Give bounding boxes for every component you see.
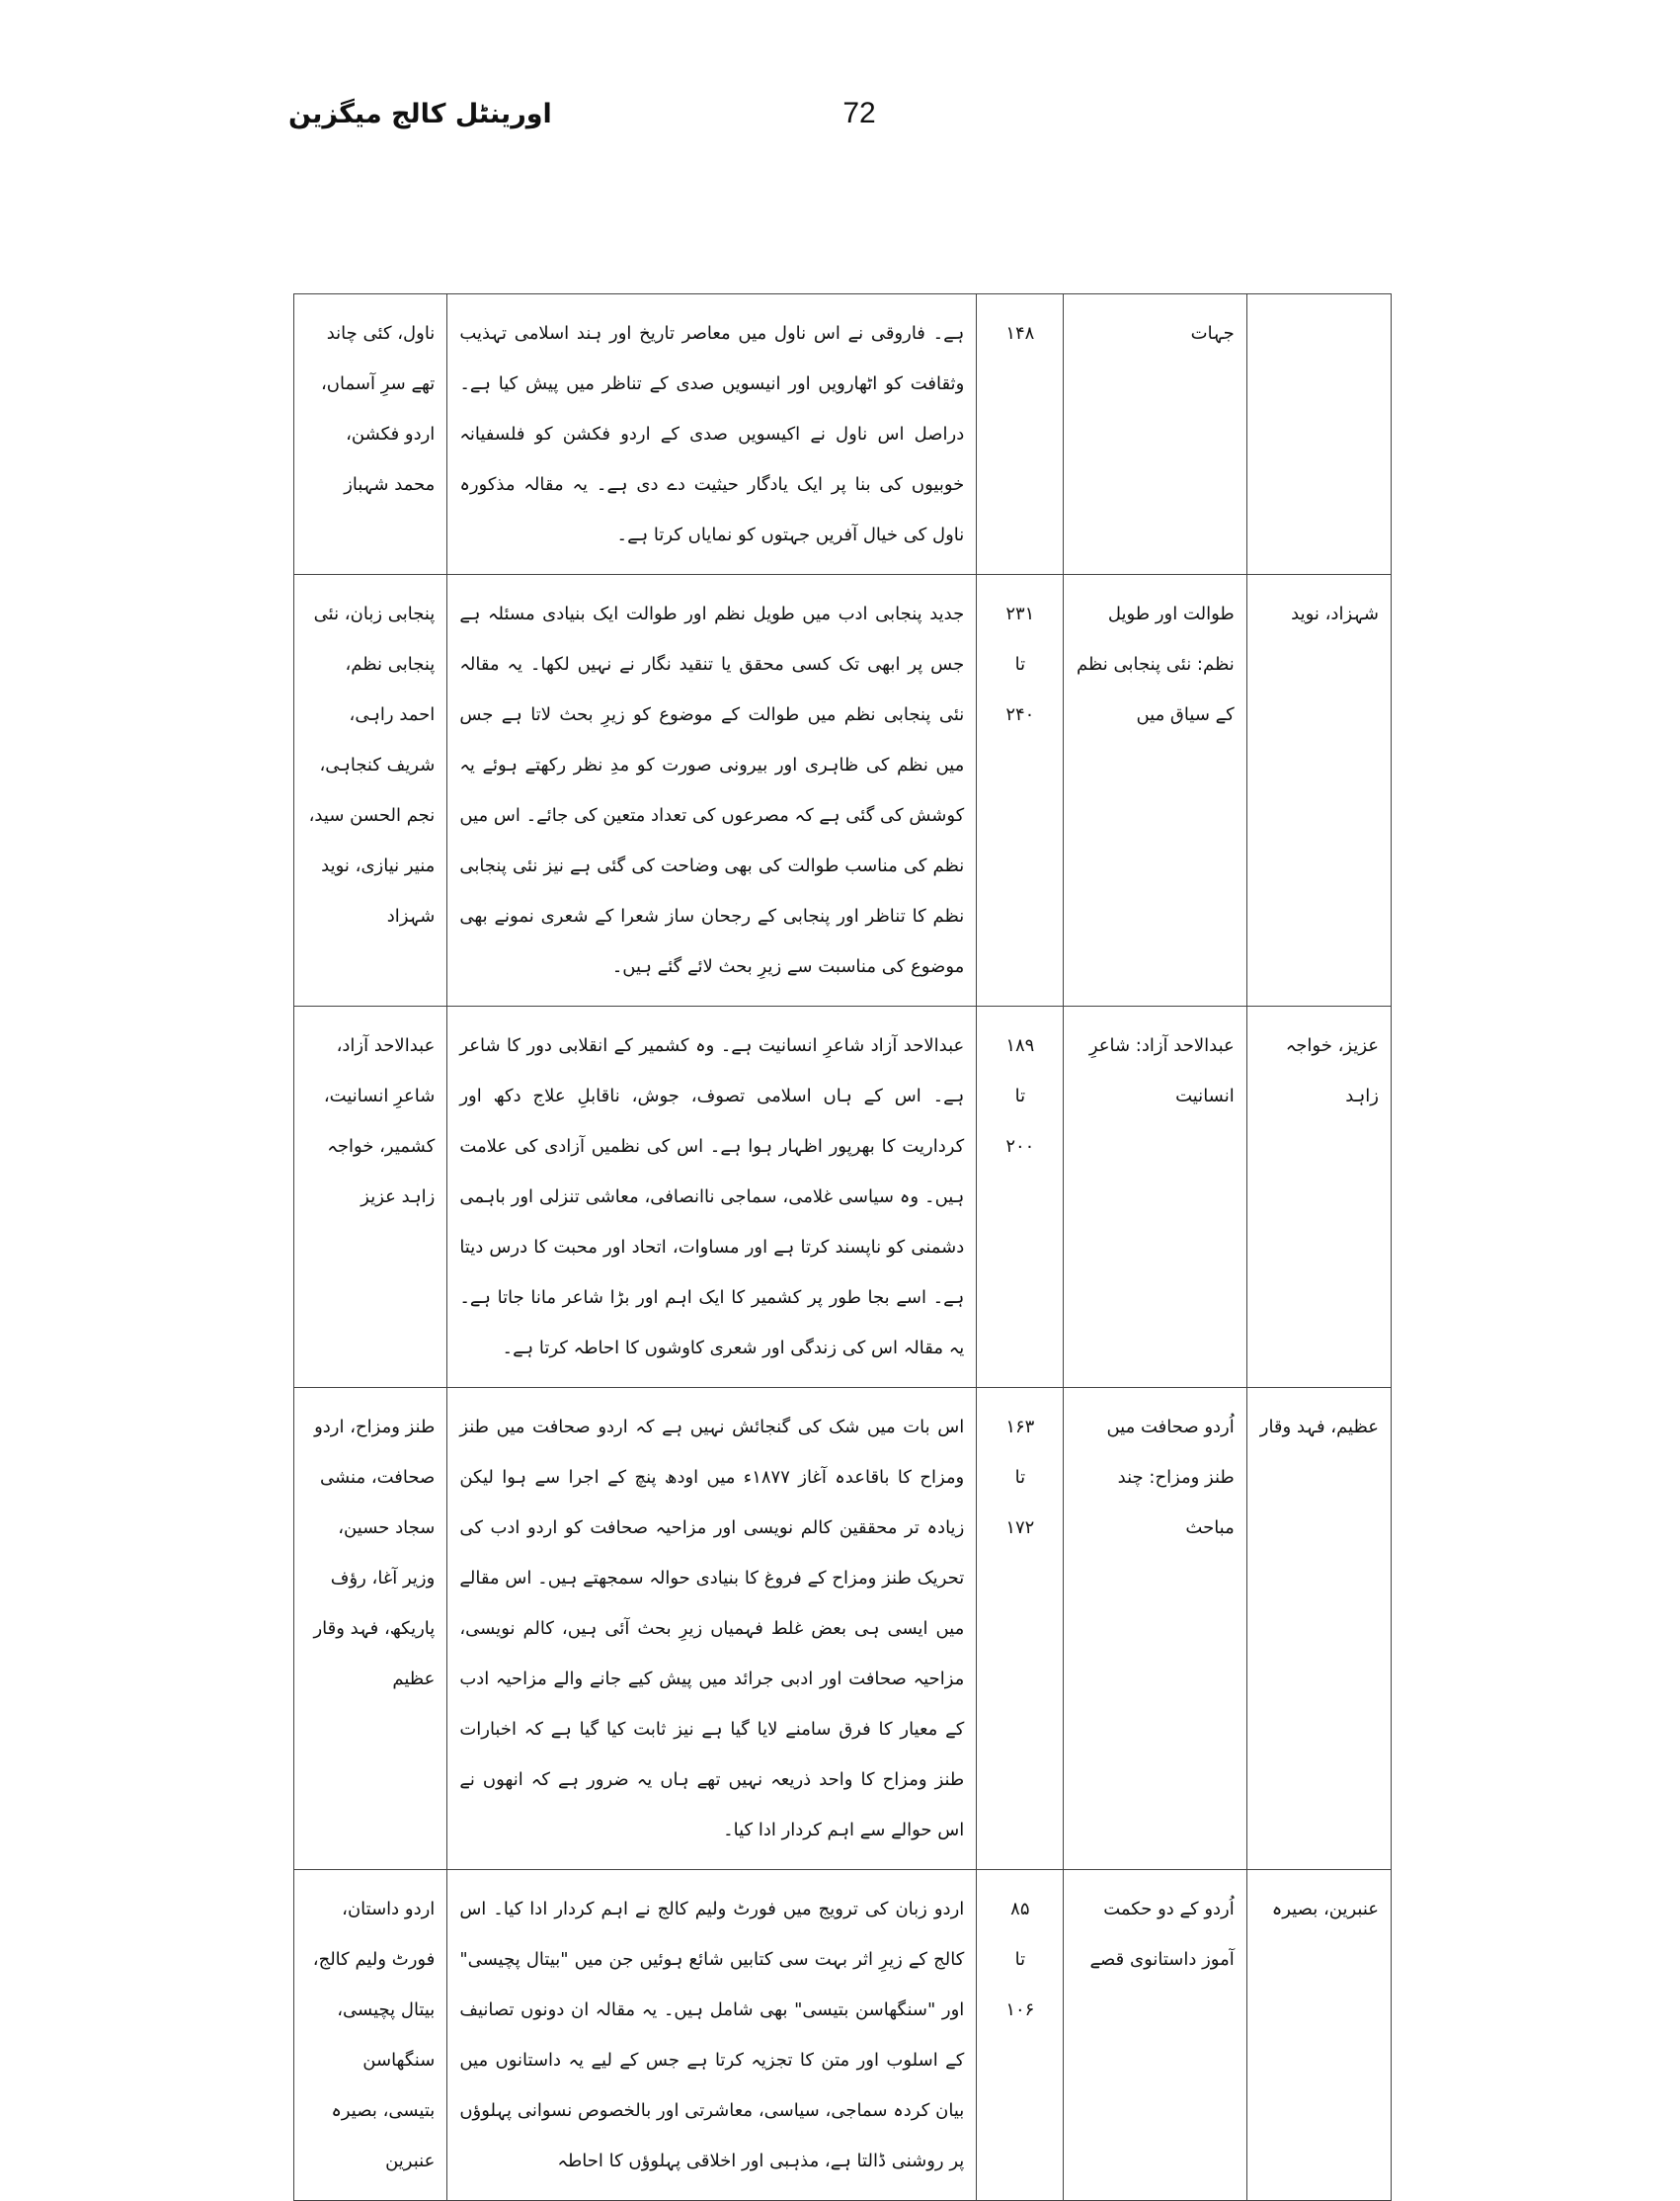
articles-table-body [294,294,1392,2201]
abstract-cell: عبدالاحد آزاد شاعرِ انسانیت ہے۔ وہ کشمیر کے انقلابی دور کا شاعر ہے۔ اس کے ہاں اسلامی تصوف، جوش، ناقابلِ علاج دکھ اور کرداریت کا بھرپور اظہار ہوا ہے۔ اس کی نظمیں آزادی کی علامت ہیں۔ وہ سیاسی غلامی، سماجی ناانصافی، معاشی تنزلی اور باہمی دشمنی کو ناپسند کرتا ہے اور مساوات، اتحاد اور محبت کا درس دیتا ہے۔ اسے بجا طور پر کشمیر کا ایک اہم اور بڑا شاعر مانا جاتا ہے۔ یہ مقالہ اس کی زندگی اور شعری کاوشوں کا احاطہ کرتا ہے۔ [447,1007,977,1388]
page-range-part: ۱۶۳ [1005,1417,1035,1437]
page-range-part: ۱۷۲ [1005,1517,1035,1538]
author-cell: عنبرین، بصیرہ [1246,1870,1391,2201]
title-cell: جہات [1064,294,1246,575]
page-range-part: ۸۵ [1010,1899,1030,1919]
page-range-part: ۲۰۰ [1005,1136,1035,1157]
author-cell [1246,294,1391,575]
abstract-cell: جدید پنجابی ادب میں طویل نظم اور طوالت ایک بنیادی مسئلہ ہے جس پر ابھی تک کسی محقق یا تنقید نگار نے نہیں لکھا۔ یہ مقالہ نئی پنجابی نظم میں طوالت کے موضوع کو زیرِ بحث لاتا ہے جس میں نظم کی ظاہری اور بیرونی صورت کو مدِ نظر رکھتے ہوئے یہ کوشش کی گئی ہے کہ مصرعوں کی تعداد متعین کی جائے۔ اس میں نظم کی مناسب طوالت کی بھی وضاحت کی گئی ہے نیز نئی پنجابی نظم کا تناظر اور پنجابی کے رجحان ساز شعرا کے شعری نمونے بھی موضوع کی مناسبت سے زیرِ بحث لائے گئے ہیں۔ [447,575,977,1007]
title-cell: اُردو کے دو حکمت آموز داستانوی قصے [1064,1870,1246,2201]
page-range-part: ۲۳۱ [1005,604,1035,624]
page-range-part: ۱۰۶ [1005,1999,1035,2020]
table-row [294,1007,1392,1388]
table-row [294,575,1392,1007]
pages-cell [977,1388,1064,1870]
title-cell: عبدالاحد آزاد: شاعرِ انسانیت [1064,1007,1246,1388]
page-range-part: تا [1014,1086,1026,1106]
title-cell: اُردو صحافت میں طنز ومزاح: چند مباحث [1064,1388,1246,1870]
page-range-part: تا [1014,1467,1026,1488]
articles-table [293,293,1392,2201]
page-number: 72 [842,97,876,129]
abstract-cell: اردو زبان کی ترویج میں فورٹ ولیم کالج نے اہم کردار ادا کیا۔ اس کالج کے زیرِ اثر بہت سی کتابیں شائع ہوئیں جن میں "بیتال پچیسی" اور "سنگھاسن بتیسی" بھی شامل ہیں۔ یہ مقالہ ان دونوں تصانیف کے اسلوب اور متن کا تجزیہ کرتا ہے جس کے لیے یہ داستانوں میں بیان کردہ سماجی، سیاسی، معاشرتی اور بالخصوص نسوانی پہلوؤں پر روشنی ڈالتا ہے، مذہبی اور اخلاقی پہلوؤں کا احاطہ [447,1870,977,2201]
pages-cell [977,294,1064,575]
keywords-cell: اردو داستان، فورٹ ولیم کالج، بیتال پچیسی، سنگھاسن بتیسی، بصیرہ عنبرین [294,1870,447,2201]
title-cell: طوالت اور طویل نظم: نئی پنجابی نظم کے سیاق میں [1064,575,1246,1007]
page-range-part: ۲۴۰ [1005,704,1035,725]
abstract-cell: ہے۔ فاروقی نے اس ناول میں معاصر تاریخ اور ہند اسلامی تہذیب وثقافت کو اٹھارویں اور انیسویں صدی کے تناظر میں پیش کیا ہے۔ دراصل اس ناول نے اکیسویں صدی کے اردو فکشن کو فلسفیانہ خوبیوں کی بنا پر ایک یادگار حیثیت دے دی ہے۔ یہ مقالہ مذکورہ ناول کی خیال آفریں جہتوں کو نمایاں کرتا ہے۔ [447,294,977,575]
journal-title: اورینٹل کالج میگزین [288,99,552,129]
keywords-cell: پنجابی زبان، نئی پنجابی نظم، احمد راہی، شریف کنجاہی، نجم الحسن سید، منیر نیازی، نوید شہزاد [294,575,447,1007]
page-range-part: ۱۸۹ [1005,1035,1035,1056]
pages-cell [977,575,1064,1007]
author-cell: شہزاد، نوید [1246,575,1391,1007]
pages-cell [977,1007,1064,1388]
page-range-part: تا [1014,654,1026,675]
author-cell: عظیم، فہد وقار [1246,1388,1391,1870]
table-row [294,1388,1392,1870]
table-row [294,294,1392,575]
abstract-cell: اس بات میں شک کی گنجائش نہیں ہے کہ اردو صحافت میں طنز ومزاح کا باقاعدہ آغاز ۱۸۷۷ء میں اودھ پنچ کے اجرا سے ہوا لیکن زیادہ تر محققین کالم نویسی اور مزاحیہ صحافت کو اردو ادب کی تحریک طنز ومزاح کے فروغ کا بنیادی حوالہ سمجھتے ہیں۔ اس مقالے میں ایسی ہی بعض غلط فہمیاں زیرِ بحث آئی ہیں، کالم نویسی، مزاحیہ صحافت اور ادبی جرائد میں پیش کیے جانے والے مزاحیہ ادب کے معیار کا فرق سامنے لایا گیا ہے نیز ثابت کیا گیا ہے کہ اخبارات طنز ومزاح کا واحد ذریعہ نہیں تھے ہاں یہ ضرور ہے کہ انھوں نے اس حوالے سے اہم کردار ادا کیا۔ [447,1388,977,1870]
table-row [294,1870,1392,2201]
pages-cell [977,1870,1064,2201]
page-range-part: ۱۴۸ [1005,323,1035,344]
keywords-cell: ناول، کئی چاند تھے سرِ آسماں، اردو فکشن، محمد شہباز [294,294,447,575]
keywords-cell: طنز ومزاح، اردو صحافت، منشی سجاد حسین، وزیر آغا، رؤف پاریکھ، فہد وقار عظیم [294,1388,447,1870]
author-cell: عزیز، خواجہ زاہد [1246,1007,1391,1388]
keywords-cell: عبدالاحد آزاد، شاعرِ انسانیت، کشمیر، خواجہ زاہد عزیز [294,1007,447,1388]
page-range-part: تا [1014,1949,1026,1970]
